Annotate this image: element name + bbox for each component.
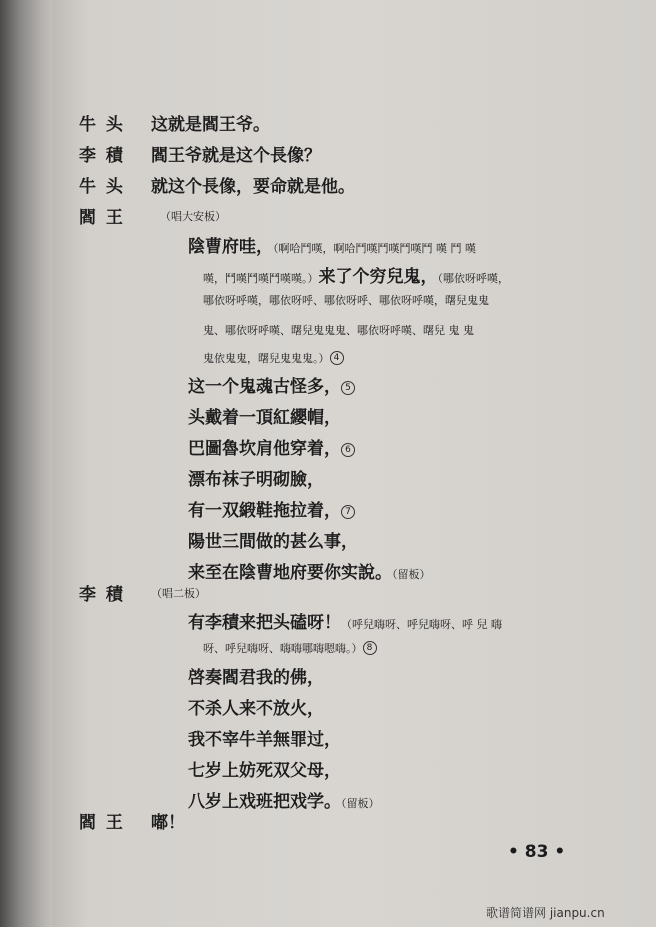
lyric-text: 八岁上戏班把戏学。 — [188, 792, 341, 812]
stage-direction: （留板） — [341, 797, 380, 810]
lyric-text: 不杀人来不放火， — [188, 699, 324, 719]
lyric-line — [188, 558, 431, 583]
adlib-text: 鬼、哪依呀呼嘆、曙兒鬼鬼鬼、哪依呀呼嘆、曙兒 鬼 鬼 — [203, 324, 474, 337]
lyric-line — [188, 608, 502, 633]
footnote-marker: 5 — [341, 381, 355, 395]
speaker-label: 牛 头 — [79, 177, 125, 197]
lyric-line — [203, 262, 509, 287]
footnote-marker: 4 — [330, 351, 344, 365]
speaker-label: 閻 王 — [79, 813, 125, 833]
lyric-text: 我不宰牛羊無罪过， — [188, 730, 341, 750]
dialogue-text: 就这个長像，要命就是他。 — [151, 177, 355, 197]
adlib-text: （啊哈鬥嘆，啊哈鬥嘆鬥嘆鬥嘆鬥 嘆 鬥 嘆 — [273, 242, 476, 255]
lyric-text: 巴圖魯坎肩他穿着， — [188, 439, 341, 459]
stage-direction: （唱大安板） — [160, 210, 226, 223]
adlib-text: 哪依呀呼嘆，哪依呀呼、哪依呀呼、哪依呀呼嘆，曙兒鬼鬼 — [203, 294, 489, 307]
lyric-text: 有一双緞鞋拖拉着， — [188, 501, 341, 521]
lyric-line — [203, 637, 377, 656]
lyric-line — [188, 787, 380, 812]
footnote-marker: 8 — [363, 641, 377, 655]
lyric-text: 来了个穷兒鬼， — [318, 267, 438, 287]
site-watermark: 歌谱简谱网 jianpu.cn — [486, 906, 605, 920]
lyric-text: 这一个鬼魂古怪多， — [188, 377, 341, 397]
adlib-text: 呀、呼兒嗨呀、嗨嗨哪嗨嗯嗨。） — [203, 642, 363, 655]
lyric-line — [188, 232, 476, 257]
lyric-text: 陰曹府哇， — [188, 237, 273, 257]
adlib-text: （呼兒嗨呀、呼兒嗨呀、呼 兒 嗨 — [341, 618, 502, 631]
page-number: • 83 • — [508, 842, 566, 862]
adlib-text: 嘆，鬥嘆鬥嘆鬥嘆嘆。） — [203, 272, 319, 285]
dialogue-text: 閻王爷就是这个長像？ — [151, 146, 321, 166]
book-binding-shadow — [0, 0, 58, 927]
speaker-label: 牛 头 — [79, 115, 125, 135]
lyric-text: 七岁上妨死双父母， — [188, 761, 341, 781]
speaker-label: 李 積 — [79, 146, 125, 166]
stage-direction: （留板） — [392, 568, 431, 581]
lyric-text: 来至在陰曹地府要你实說。 — [188, 563, 392, 583]
stage-direction: （唱二板） — [151, 587, 206, 600]
adlib-text: （哪依呀呼嘆， — [437, 272, 509, 285]
lyric-text: 啓奏閻君我的佛， — [188, 668, 324, 688]
dialogue-text: 这就是閻王爷。 — [151, 115, 270, 135]
speaker-label: 閻 王 — [79, 208, 125, 228]
lyric-text: 漂布袜子明砌臉， — [188, 470, 324, 490]
lyric-line — [188, 496, 355, 521]
speaker-label: 李 積 — [79, 585, 125, 605]
lyric-line — [188, 434, 355, 459]
lyric-line — [188, 372, 355, 397]
lyric-line — [203, 347, 344, 366]
lyric-text: 头戴着一頂紅纓帽， — [188, 408, 341, 428]
lyric-text: 有李積来把头磕呀！ — [188, 613, 341, 633]
dialogue-text: 嘟！ — [151, 813, 185, 833]
footnote-marker: 7 — [341, 505, 355, 519]
adlib-text: 鬼依鬼鬼，曙兒鬼鬼鬼。） — [203, 352, 330, 365]
lyric-text: 陽世三間做的甚么事， — [188, 532, 358, 552]
footnote-marker: 6 — [341, 443, 355, 457]
